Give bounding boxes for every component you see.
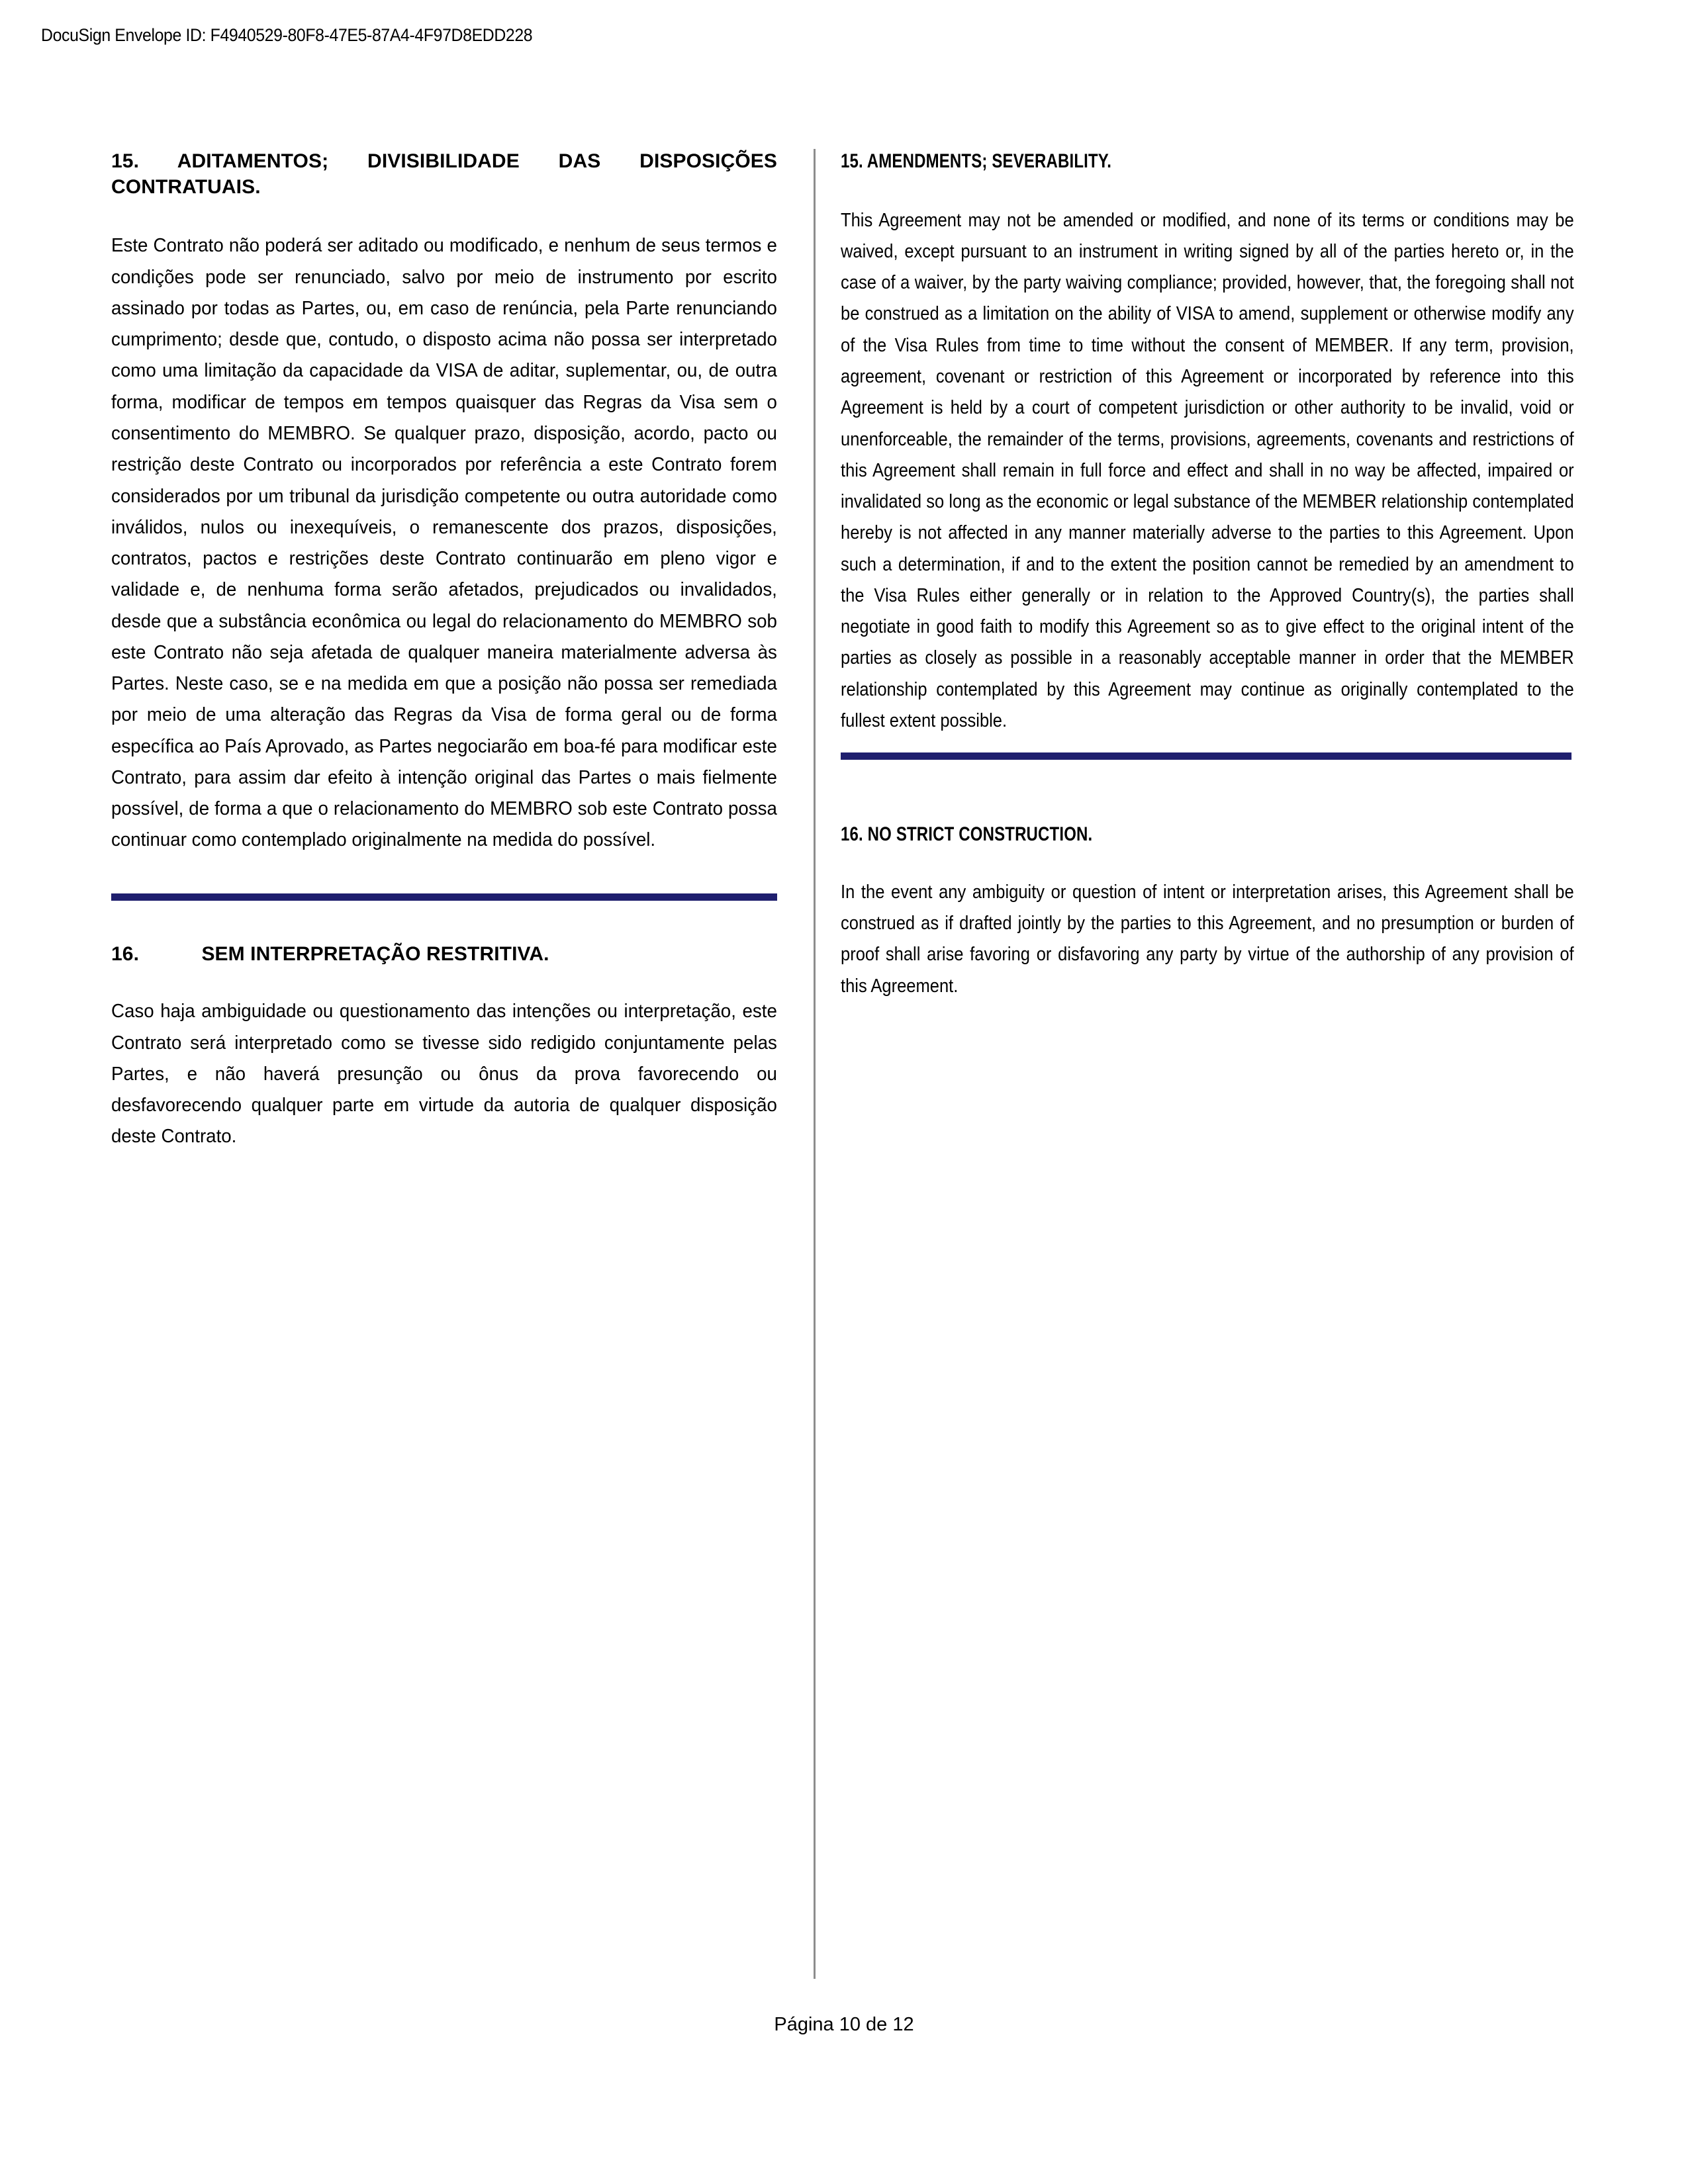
section-16-body-en: In the event any ambiguity or question of intent or interpretation arises, this Agreement shall be construed as if drafted jointly by the parties to this Agreement, and no presumption or burden of proof shall arise favoring or disfavoring any party by virtue of the authorship of any provision of this Agreement.	[841, 881, 1574, 997]
section-15-heading-pt	[111, 149, 777, 200]
docusign-envelope-id: DocuSign Envelope ID: F4940529-80F8-47E5-87A4-4F97D8EDD228	[41, 25, 533, 45]
section-rule-pt-15	[111, 893, 777, 901]
bilingual-columns	[111, 149, 1574, 1153]
section-16-heading-pt	[111, 942, 777, 968]
column-english	[804, 149, 1574, 1002]
section-rule-en-15	[841, 752, 1571, 760]
column-portuguese	[111, 149, 804, 1153]
section-16-body-pt: Caso haja ambiguidade ou questionamento das intenções ou interpretação, este Contrato será interpretado como se tivesse sido redigido conjuntamente pelas Partes, e não haverá presunção ou ônus da prova favorecendo ou desfavorecendo qualquer parte em virtude da autoria de qualquer disposição deste Contrato.	[111, 1001, 777, 1148]
section-15-heading-en: 15. AMENDMENTS; SEVERABILITY.	[841, 150, 1112, 172]
section-16-number-pt: 16.	[111, 942, 140, 965]
section-15-number-pt: 15.	[111, 150, 140, 172]
section-16-title-pt: SEM INTERPRETAÇÃO RESTRITIVA.	[201, 942, 549, 965]
section-15-body-en: This Agreement may not be amended or modified, and none of its terms or conditions may be waived, except pursuant to an instrument in writing signed by all of the parties hereto or, in the case of a waiver, by the party waiving compliance; provided, however, that, the foregoing shall not be construed as a limitation on the ability of VISA to amend, supplement or otherwise modify any of the Visa Rules from time to time without the consent of MEMBER. If any term, provision, agreement, covenant or restriction of this Agreement or incorporated by reference into this Agreement is held by a court of competent jurisdiction or other authority to be invalid, void or unenforceable, the remainder of the terms, provisions, agreements, covenants and restrictions of this Agreement shall remain in full force and effect and shall in no way be affected, impaired or invalidated so long as the economic or legal substance of the MEMBER relationship contemplated hereby is not affected in any manner materially adverse to the parties to this Agreement. Upon such a determination, if and to the extent the position cannot be remedied by an amendment to the Visa Rules either generally or in relation to the Approved Country(s), the parties shall negotiate in good faith to modify this Agreement so as to give effect to the original intent of the parties as closely as possible in a reasonably acceptable manner in order that the MEMBER relationship contemplated by this Agreement may continue as originally contemplated to the fullest extent possible.	[841, 209, 1574, 731]
section-15-body-pt: Este Contrato não poderá ser aditado ou modificado, e nenhum de seus termos e condições pode ser renunciado, salvo por meio de instrumento por escrito assinado por todas as Partes, ou, em caso de renúncia, pela Parte renunciando cumprimento; desde que, contudo, o disposto acima não possa ser interpretado como uma limitação da capacidade da VISA de aditar, suplementar, ou, de outra forma, modificar de tempos em tempos quaisquer das Regras da Visa sem o consentimento do MEMBRO. Se qualquer prazo, disposição, acordo, pacto ou restrição deste Contrato ou incorporados por referência a este Contrato forem considerados por um tribunal da jurisdição competente ou outra autoridade como inválidos, nulos ou inexequíveis, o remanescente dos prazos, disposições, contratos, pactos e restrições deste Contrato continuarão em pleno vigor e validade e, de nenhuma forma serão afetados, prejudicados ou invalidados, desde que a substância econômica ou legal do relacionamento do MEMBRO sob este Contrato não seja afetada de qualquer maneira materialmente adversa às Partes. Neste caso, se e na medida em que a posição não possa ser remediada por meio de uma alteração das Regras da Visa de forma geral ou de forma específica ao País Aprovado, as Partes negociarão em boa-fé para modificar este Contrato, para assim dar efeito à intenção original das Partes o mais fielmente possível, de forma a que o relacionamento do MEMBRO sob este Contrato possa continuar como contemplado originalmente na medida do possível.	[111, 235, 777, 851]
section-16-heading-en: 16. NO STRICT CONSTRUCTION.	[841, 823, 1093, 846]
page-footer: Página 10 de 12	[774, 2014, 914, 2035]
section-15-title-pt: ADITAMENTOS; DIVISIBILIDADE DAS DISPOSIÇÕES CONTRATUAIS.	[111, 150, 777, 198]
